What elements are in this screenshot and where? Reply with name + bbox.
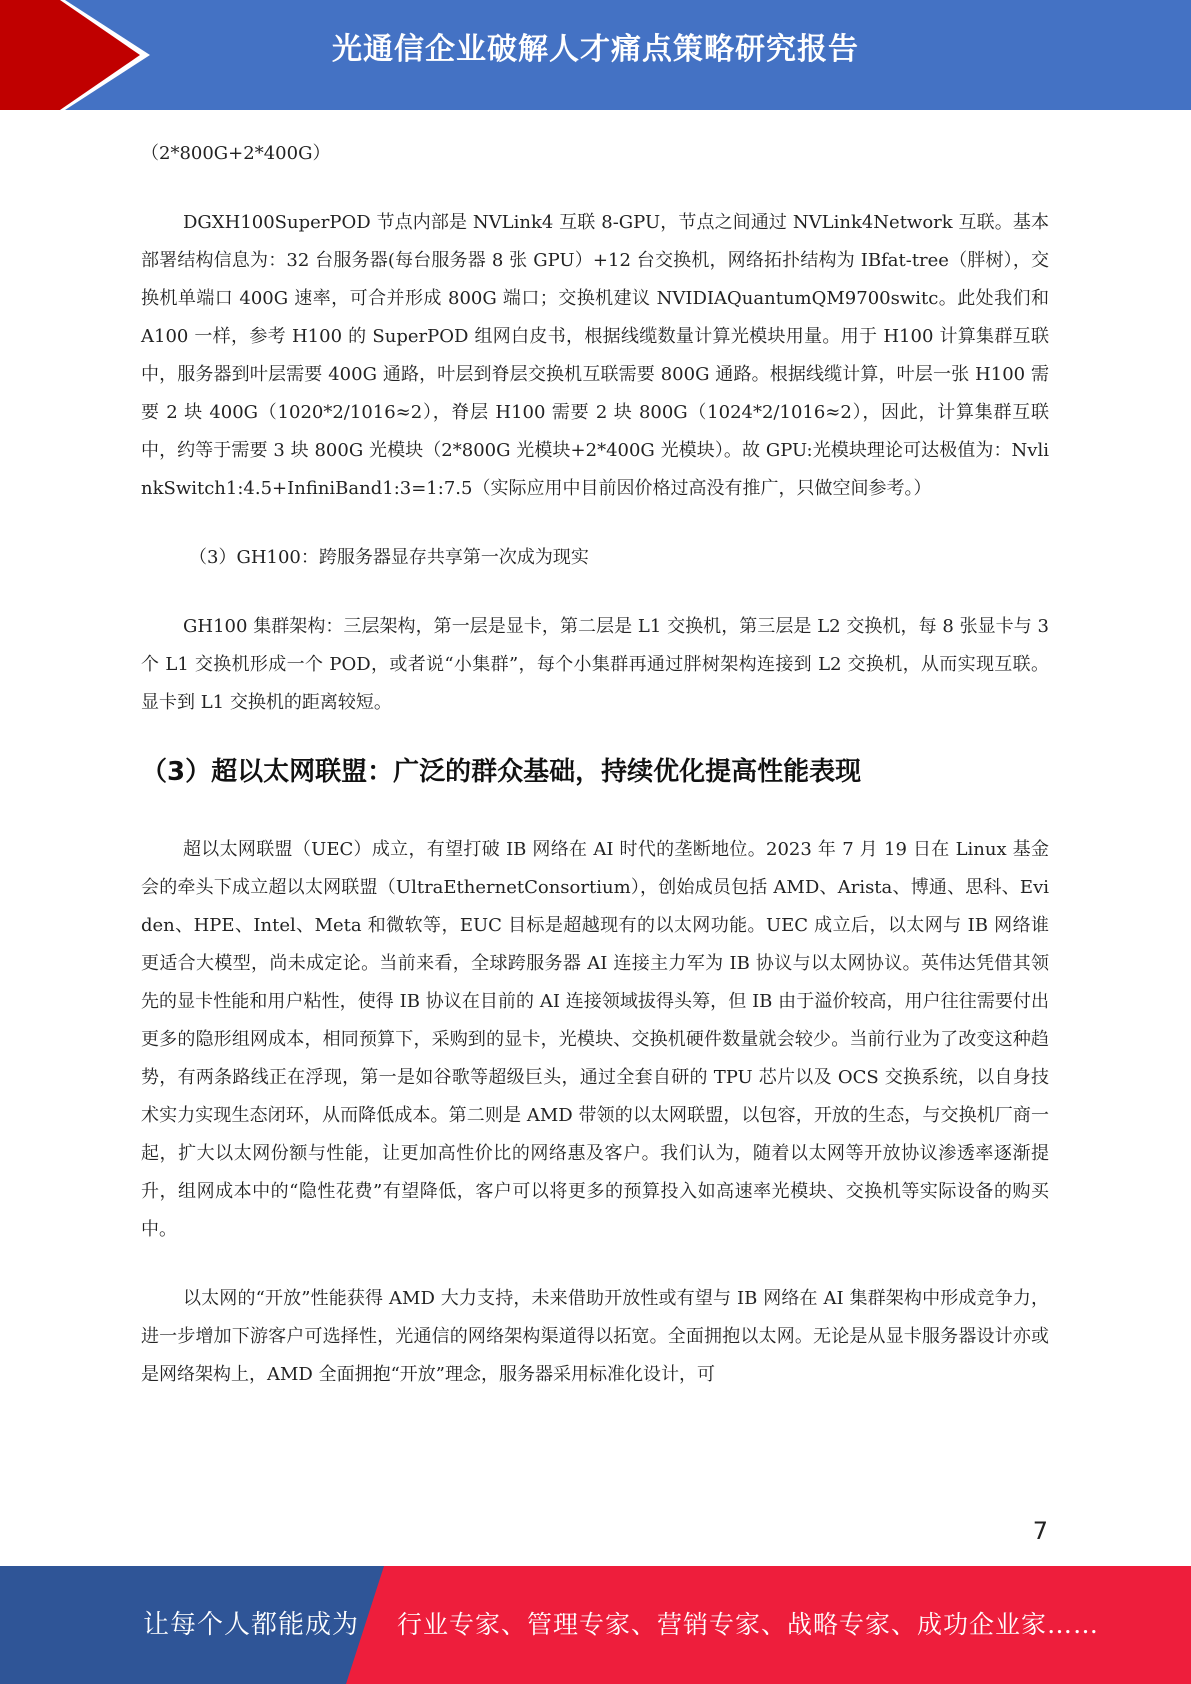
subheading-gh100: （3）GH100：跨服务器显存共享第一次成为现实: [189, 547, 589, 568]
paragraph-ethernet-open: 以太网的“开放”性能获得 AMD 大力支持，未来借助开放性或有望与 IB 网络在 AI 集群架构中形成竞争力，进一步增加下游客户可选择性，光通信的网络架构渠道得以拓宽。全面拥抱以太网。无论是从显卡服务器设计亦或是网络架构上，AMD 全面拥抱“开放”理念，服务器采用标准化设计，可: [141, 1288, 1049, 1385]
page-header: [0, 0, 1191, 110]
page-footer: [0, 1566, 1191, 1684]
section-heading-uec: （3）超以太网联盟：广泛的群众基础，持续优化提高性能表现: [141, 757, 862, 787]
paragraph-uec: 超以太网联盟（UEC）成立，有望打破 IB 网络在 AI 时代的垄断地位。2023 年 7 月 19 日在 Linux 基金会的牵头下成立超以太网联盟（UltraEthernetConsortium），创始成员包括 AMD、Arista、博通、思科、Eviden、HPE、Intel、Meta 和微软等，EUC 目标是超越现有的以太网功能。UEC 成立后，以太网与 IB 网络谁更适合大模型，尚未成定论。当前来看，全球跨服务器 AI 连接主力军为 IB 协议与以太网协议。英伟达凭借其领先的显卡性能和用户粘性，使得 IB 协议在目前的 AI 连接领域拔得头筹，但 IB 由于溢价较高，用户往往需要付出更多的隐形组网成本，相同预算下，采购到的显卡，光模块、交换机硬件数量就会较少。当前行业为了改变这种趋势，有两条路线正在浮现，第一是如谷歌等超级巨头，通过全套自研的 TPU 芯片以及 OCS 交换系统，以自身技术实力实现生态闭环，从而降低成本。第二则是 AMD 带领的以太网联盟，以包容，开放的生态，与交换机厂商一起，扩大以太网份额与性能，让更加高性价比的网络惠及客户。我们认为，随着以太网等开放协议渗透率逐渐提升，组网成本中的“隐性花费”有望降低，客户可以将更多的预算投入如高速率光模块、交换机等实际设备的购买中。: [141, 839, 1049, 1240]
continued-fragment: （2*800G+2*400G）: [141, 143, 331, 164]
footer-slogan-right: 行业专家、管理专家、营销专家、战略专家、成功企业家……: [397, 1610, 1100, 1639]
paragraph-gh100-architecture: GH100 集群架构：三层架构，第一层是显卡，第二层是 L1 交换机，第三层是 L2 交换机，每 8 张显卡与 3 个 L1 交换机形成一个 POD，或者说“小集群”，每个小集群再通过胖树架构连接到 L2 交换机，从而实现互联。显卡到 L1 交换机的距离较短。: [141, 616, 1049, 713]
page-number: 7: [1032, 1517, 1048, 1545]
footer-slogan-left: 让每个人都能成为: [143, 1610, 360, 1640]
header-title: 光通信企业破解人才痛点策略研究报告: [332, 32, 859, 67]
document-body: [141, 135, 1049, 1425]
paragraph-dgx-h100: DGXH100SuperPOD 节点内部是 NVLink4 互联 8-GPU，节点之间通过 NVLink4Network 互联。基本部署结构信息为：32 台服务器(每台服务器 8 张 GPU）+12 台交换机，网络拓扑结构为 IBfat-tree（胖树），交换机单端口 400G 速率，可合并形成 800G 端口；交换机建议 NVIDIAQuantumQM9700switc。此处我们和 A100 一样，参考 H100 的 SuperPOD 组网白皮书，根据线缆数量计算光模块用量。用于 H100 计算集群互联中，服务器到叶层需要 400G 通路，叶层到脊层交换机互联需要 800G 通路。根据线缆计算，叶层一张 H100 需要 2 块 400G（1020*2/1016≈2），脊层 H100 需要 2 块 800G（1024*2/1016≈2），因此，计算集群互联中，约等于需要 3 块 800G 光模块（2*800G 光模块+2*400G 光模块）。故 GPU:光模块理论可达极值为：NvlinkSwitch1:4.5+InfiniBand1:3=1:7.5（实际应用中目前因价格过高没有推广，只做空间参考。）: [141, 212, 1049, 499]
